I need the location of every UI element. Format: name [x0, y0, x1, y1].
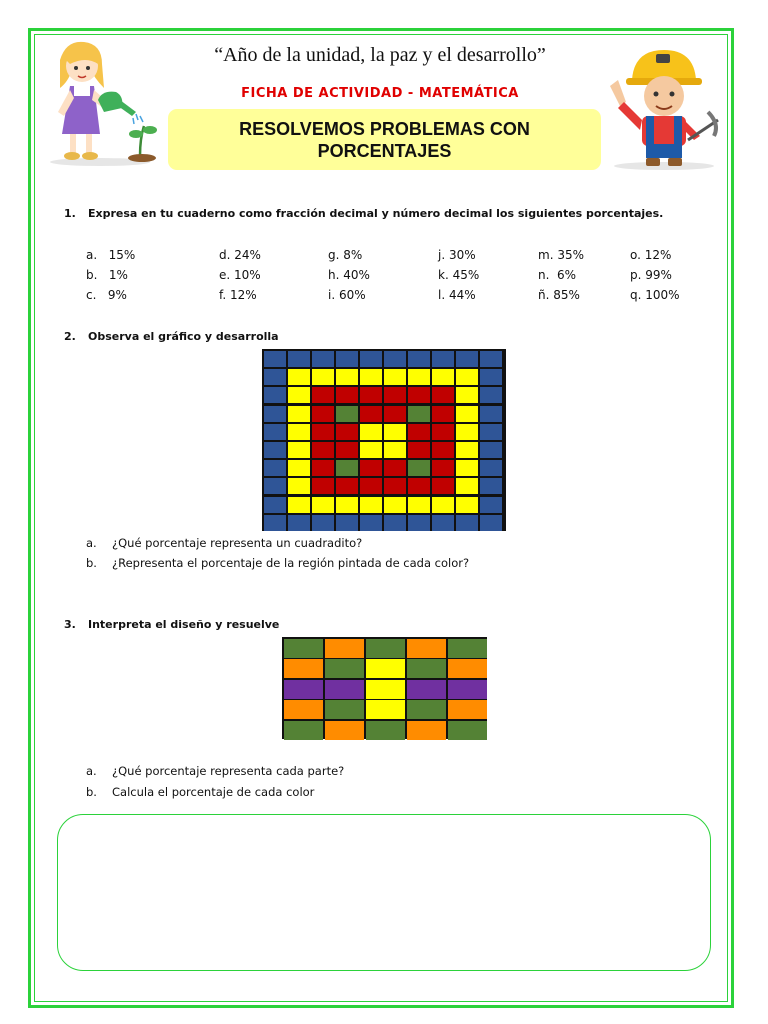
grid-cell	[432, 424, 454, 440]
grid-cell	[288, 369, 310, 385]
answer-area[interactable]	[57, 814, 711, 971]
grid-cell	[408, 478, 430, 494]
grid-cell	[480, 460, 502, 476]
grid-cell	[312, 478, 334, 494]
grid-cell	[360, 497, 382, 513]
grid-cell	[284, 659, 323, 678]
grid-cell	[264, 460, 286, 476]
grid-cell	[288, 351, 310, 367]
grid-cell	[288, 460, 310, 476]
grid-cell	[312, 369, 334, 385]
grid-cell	[366, 721, 405, 740]
grid-cell	[448, 659, 487, 678]
grid-cell	[312, 497, 334, 513]
grid-cell	[456, 406, 478, 422]
grid-cell	[408, 460, 430, 476]
grid-cell	[325, 639, 364, 658]
grid-cell	[407, 700, 446, 719]
grid-cell	[384, 406, 406, 422]
grid-cell	[408, 515, 430, 531]
question-3-item-b-text: Calcula el porcentaje de cada color	[112, 785, 315, 799]
grid-cell	[312, 515, 334, 531]
grid-cell	[384, 424, 406, 440]
question-2-item-a	[86, 536, 362, 550]
grid-cell	[480, 351, 502, 367]
percentage-item: k. 45%	[438, 268, 480, 282]
color-grid-2	[282, 637, 487, 739]
grid-cell	[312, 442, 334, 458]
color-grid-1	[262, 349, 506, 531]
grid-cell	[360, 478, 382, 494]
grid-cell	[336, 442, 358, 458]
grid-cell	[456, 460, 478, 476]
grid-cell	[336, 387, 358, 403]
question-3-item-a-letter: a.	[86, 764, 97, 778]
grid-cell	[480, 442, 502, 458]
grid-cell	[448, 700, 487, 719]
grid-cell	[336, 351, 358, 367]
grid-cell	[288, 442, 310, 458]
grid-cell	[284, 639, 323, 658]
grid-cell	[384, 478, 406, 494]
grid-cell	[407, 680, 446, 699]
grid-cell	[264, 369, 286, 385]
grid-cell	[325, 680, 364, 699]
grid-cell	[456, 387, 478, 403]
question-2	[64, 330, 279, 343]
grid-cell	[264, 497, 286, 513]
percentage-item: b. 1%	[86, 268, 128, 282]
percentage-item: a. 15%	[86, 248, 136, 262]
grid-cell	[408, 442, 430, 458]
grid-cell	[432, 369, 454, 385]
grid-cell	[360, 442, 382, 458]
grid-cell	[480, 478, 502, 494]
grid-cell	[312, 406, 334, 422]
grid-cell	[264, 442, 286, 458]
grid-cell	[384, 351, 406, 367]
grid-cell	[384, 460, 406, 476]
question-3-number: 3.	[64, 618, 76, 631]
grid-cell	[366, 680, 405, 699]
grid-cell	[456, 497, 478, 513]
grid-cell	[325, 659, 364, 678]
grid-cell	[360, 406, 382, 422]
grid-cell	[456, 351, 478, 367]
grid-cell	[384, 369, 406, 385]
percentage-item: j. 30%	[438, 248, 476, 262]
question-3-item-b	[86, 785, 314, 799]
grid-cell	[336, 424, 358, 440]
question-3	[64, 618, 279, 631]
grid-cell	[384, 387, 406, 403]
grid-cell	[360, 387, 382, 403]
grid-cell	[325, 700, 364, 719]
grid-cell	[448, 639, 487, 658]
grid-cell	[432, 497, 454, 513]
question-3-text: Interpreta el diseño y resuelve	[88, 618, 280, 631]
percentage-item: o. 12%	[630, 248, 672, 262]
grid-cell	[407, 659, 446, 678]
grid-cell	[288, 478, 310, 494]
grid-cell	[312, 387, 334, 403]
grid-cell	[407, 639, 446, 658]
grid-cell	[325, 721, 364, 740]
grid-cell	[336, 515, 358, 531]
question-2-item-a-text: ¿Qué porcentaje representa un cuadradito?	[112, 536, 363, 550]
grid-cell	[432, 478, 454, 494]
percentage-item: n. 6%	[538, 268, 577, 282]
grid-cell	[432, 515, 454, 531]
girl-watering-plant-illustration	[40, 38, 160, 168]
grid-cell	[336, 460, 358, 476]
activity-subtitle: FICHA DE ACTIVIDAD - MATEMÁTICA	[241, 86, 519, 101]
question-2-text: Observa el gráfico y desarrolla	[88, 330, 279, 343]
grid-cell	[336, 406, 358, 422]
grid-cell	[480, 387, 502, 403]
question-2-item-b-letter: b.	[86, 556, 97, 570]
grid-cell	[336, 369, 358, 385]
grid-cell	[288, 515, 310, 531]
grid-cell	[448, 721, 487, 740]
grid-cell	[384, 442, 406, 458]
grid-cell	[480, 515, 502, 531]
grid-cell	[456, 442, 478, 458]
grid-cell	[360, 351, 382, 367]
grid-cell	[384, 515, 406, 531]
grid-cell	[264, 424, 286, 440]
percentage-item: ñ. 85%	[538, 288, 580, 302]
question-2-item-b	[86, 556, 469, 570]
grid-cell	[360, 515, 382, 531]
grid-cell	[284, 721, 323, 740]
grid-cell	[456, 478, 478, 494]
page-title: RESOLVEMOS PROBLEMAS CON PORCENTAJES	[239, 118, 530, 161]
grid-cell	[312, 424, 334, 440]
grid-cell	[264, 515, 286, 531]
grid-cell	[360, 424, 382, 440]
percentage-item: i. 60%	[328, 288, 366, 302]
grid-cell	[432, 406, 454, 422]
grid-cell	[360, 369, 382, 385]
grid-cell	[432, 387, 454, 403]
question-3-item-a-text: ¿Qué porcentaje representa cada parte?	[112, 764, 345, 778]
percentage-item: c. 9%	[86, 288, 127, 302]
grid-cell	[384, 497, 406, 513]
grid-cell	[448, 680, 487, 699]
grid-cell	[312, 460, 334, 476]
boy-miner-illustration	[600, 40, 722, 172]
percentage-item: e. 10%	[219, 268, 261, 282]
grid-cell	[480, 369, 502, 385]
grid-cell	[360, 460, 382, 476]
grid-cell	[312, 351, 334, 367]
percentage-item: f. 12%	[219, 288, 257, 302]
grid-cell	[288, 406, 310, 422]
grid-cell	[408, 406, 430, 422]
question-1	[64, 207, 663, 220]
percentage-item: h. 40%	[328, 268, 370, 282]
grid-cell	[366, 659, 405, 678]
question-3-item-b-letter: b.	[86, 785, 97, 799]
percentage-item: q. 100%	[630, 288, 680, 302]
grid-cell	[288, 387, 310, 403]
question-1-number: 1.	[64, 207, 76, 220]
title-banner	[168, 109, 601, 170]
grid-cell	[264, 387, 286, 403]
grid-cell	[284, 700, 323, 719]
grid-cell	[480, 406, 502, 422]
grid-cell	[264, 478, 286, 494]
grid-cell	[480, 424, 502, 440]
grid-cell	[288, 424, 310, 440]
percentage-item: g. 8%	[328, 248, 363, 262]
percentage-item: m. 35%	[538, 248, 584, 262]
grid-cell	[408, 387, 430, 403]
grid-cell	[264, 351, 286, 367]
grid-cell	[407, 721, 446, 740]
grid-cell	[408, 369, 430, 385]
grid-cell	[408, 424, 430, 440]
grid-cell	[456, 369, 478, 385]
motto-heading: “Año de la unidad, la paz y el desarrollo”	[214, 44, 546, 66]
percentage-item: l. 44%	[438, 288, 476, 302]
grid-cell	[408, 497, 430, 513]
grid-cell	[408, 351, 430, 367]
grid-cell	[284, 680, 323, 699]
grid-cell	[264, 406, 286, 422]
grid-cell	[432, 351, 454, 367]
question-1-text: Expresa en tu cuaderno como fracción decimal y número decimal los siguientes porcentajes.	[88, 207, 664, 220]
grid-cell	[336, 478, 358, 494]
grid-cell	[456, 424, 478, 440]
percentage-item: d. 24%	[219, 248, 261, 262]
grid-cell	[336, 497, 358, 513]
question-2-item-b-text: ¿Representa el porcentaje de la región pintada de cada color?	[112, 556, 470, 570]
grid-cell	[432, 460, 454, 476]
grid-cell	[366, 700, 405, 719]
grid-cell	[288, 497, 310, 513]
question-3-item-a	[86, 764, 344, 778]
grid-cell	[366, 639, 405, 658]
grid-cell	[432, 442, 454, 458]
question-2-item-a-letter: a.	[86, 536, 97, 550]
percentage-item: p. 99%	[630, 268, 672, 282]
question-2-number: 2.	[64, 330, 76, 343]
grid-cell	[456, 515, 478, 531]
grid-cell	[480, 497, 502, 513]
